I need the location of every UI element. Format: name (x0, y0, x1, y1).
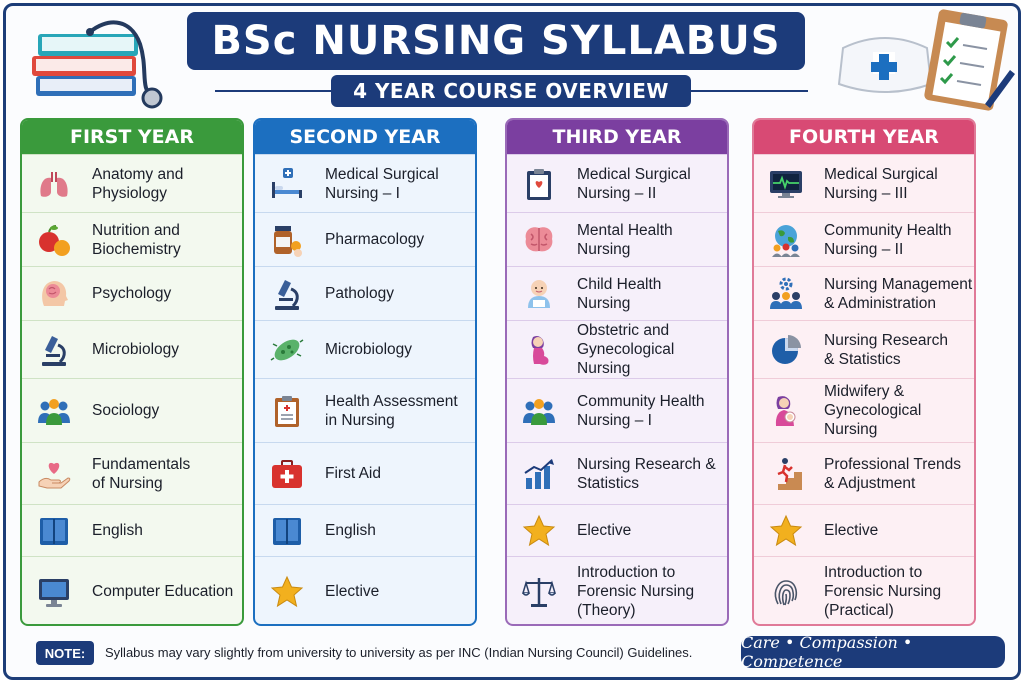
subject-label: Fundamentals of Nursing (92, 455, 191, 492)
year-column-4 (752, 118, 976, 626)
star-icon (519, 511, 559, 551)
mother-baby-icon (766, 391, 806, 431)
subject-row (754, 154, 974, 212)
motto-badge: Care • Compassion • Competence (741, 636, 1005, 668)
subject-row (255, 212, 475, 266)
subject-row (255, 556, 475, 626)
subject-row (22, 320, 242, 378)
subject-row (255, 154, 475, 212)
people-group-icon (519, 391, 559, 431)
note-text: Syllabus may vary slightly from university to university as per INC (Indian Nursing Council) Guidelines. (105, 645, 693, 660)
book-icon (267, 511, 307, 551)
subtitle-line-right (688, 90, 808, 92)
brain-icon (519, 220, 559, 260)
subject-label: Microbiology (92, 341, 180, 358)
lungs-icon (34, 164, 74, 204)
subject-label: First Aid (325, 465, 381, 482)
subject-row (507, 266, 727, 320)
apple-orange-icon (34, 220, 74, 260)
subject-row (754, 504, 974, 556)
subject-row (507, 212, 727, 266)
subject-row (22, 504, 242, 556)
subject-row (507, 320, 727, 378)
brain-head-icon (34, 274, 74, 314)
subject-label: Community Health Nursing – I (577, 392, 705, 429)
subject-row (22, 556, 242, 626)
subject-label: Medical Surgical Nursing – I (325, 165, 439, 202)
year-column-2 (253, 118, 477, 626)
subject-label: Introduction to Forensic Nursing (Practical) (824, 564, 942, 619)
pregnant-woman-icon (519, 330, 559, 370)
subject-label: Elective (824, 522, 879, 539)
note-label: NOTE: (36, 641, 94, 665)
subject-label: Health Assessment in Nursing (325, 392, 458, 429)
subject-row (754, 320, 974, 378)
subject-label: English (92, 522, 143, 539)
subject-row (507, 442, 727, 504)
subject-label: Psychology (92, 285, 172, 302)
subject-row (255, 320, 475, 378)
subject-label: Microbiology (325, 341, 413, 358)
subject-label: Pathology (325, 285, 394, 302)
year-column-1 (20, 118, 244, 626)
microscope-icon (34, 330, 74, 370)
microscope-icon (267, 274, 307, 314)
page-title: BSc NURSING SYLLABUS (187, 12, 805, 70)
year-title: FIRST YEAR (22, 120, 242, 154)
subject-label: Midwifery & Gynecological Nursing (824, 383, 922, 438)
subject-row (22, 266, 242, 320)
subject-row (754, 266, 974, 320)
nurse-cap-clipboard-icon (835, 8, 1015, 116)
fingerprint-icon (766, 572, 806, 612)
subject-label: Medical Surgical Nursing – III (824, 165, 938, 202)
stairs-climb-icon (766, 454, 806, 494)
clipboard-icon (267, 391, 307, 431)
bacteria-icon (267, 330, 307, 370)
subject-label: Community Health Nursing – II (824, 221, 952, 258)
subject-label: Child Health Nursing (577, 275, 662, 312)
year-title: FOURTH YEAR (754, 120, 974, 154)
books-stethoscope-icon (30, 14, 170, 114)
subject-row (507, 504, 727, 556)
subject-label: Nursing Research & Statistics (577, 455, 716, 492)
page-subtitle: 4 YEAR COURSE OVERVIEW (331, 75, 691, 107)
subject-label: Nursing Research & Statistics (824, 331, 949, 368)
subject-label: Mental Health Nursing (577, 221, 673, 258)
subject-row (507, 556, 727, 626)
year-title: THIRD YEAR (507, 120, 727, 154)
subject-row (754, 442, 974, 504)
subtitle-line-left (215, 90, 335, 92)
subject-label: Elective (325, 583, 380, 600)
year-column-3 (505, 118, 729, 626)
subject-label: Sociology (92, 402, 160, 419)
pie-chart-icon (766, 330, 806, 370)
people-group-icon (34, 391, 74, 431)
subject-label: Elective (577, 522, 632, 539)
subject-label: Nursing Management & Administration (824, 275, 973, 312)
heart-hand-icon (34, 454, 74, 494)
subject-row (255, 378, 475, 442)
book-icon (34, 511, 74, 551)
subject-row (754, 378, 974, 442)
subject-label: Introduction to Forensic Nursing (Theory) (577, 564, 695, 619)
heart-monitor-icon (766, 164, 806, 204)
subject-label: Pharmacology (325, 231, 425, 248)
subject-row (22, 378, 242, 442)
subject-label: Nutrition and Biochemistry (92, 221, 181, 258)
hospital-bed-icon (267, 164, 307, 204)
scales-icon (519, 572, 559, 612)
heart-clipboard-icon (519, 164, 559, 204)
subject-row (507, 378, 727, 442)
subject-row (507, 154, 727, 212)
computer-icon (34, 572, 74, 612)
first-aid-kit-icon (267, 454, 307, 494)
star-icon (766, 511, 806, 551)
star-icon (267, 572, 307, 612)
subject-row (22, 154, 242, 212)
subject-label: Computer Education (92, 583, 234, 600)
subject-row (255, 504, 475, 556)
subject-label: Medical Surgical Nursing – II (577, 165, 691, 202)
subject-label: Obstetric and Gynecological Nursing (577, 322, 675, 377)
subject-row (22, 212, 242, 266)
medicine-bottle-icon (267, 220, 307, 260)
subject-row (255, 442, 475, 504)
globe-people-icon (766, 220, 806, 260)
subject-row (754, 212, 974, 266)
subject-row (255, 266, 475, 320)
subject-label: English (325, 522, 376, 539)
team-gear-icon (766, 274, 806, 314)
baby-icon (519, 274, 559, 314)
bar-chart-icon (519, 454, 559, 494)
subject-label: Professional Trends & Adjustment (824, 455, 961, 492)
subject-row (754, 556, 974, 626)
year-title: SECOND YEAR (255, 120, 475, 154)
subject-label: Anatomy and Physiology (92, 165, 184, 202)
subject-row (22, 442, 242, 504)
